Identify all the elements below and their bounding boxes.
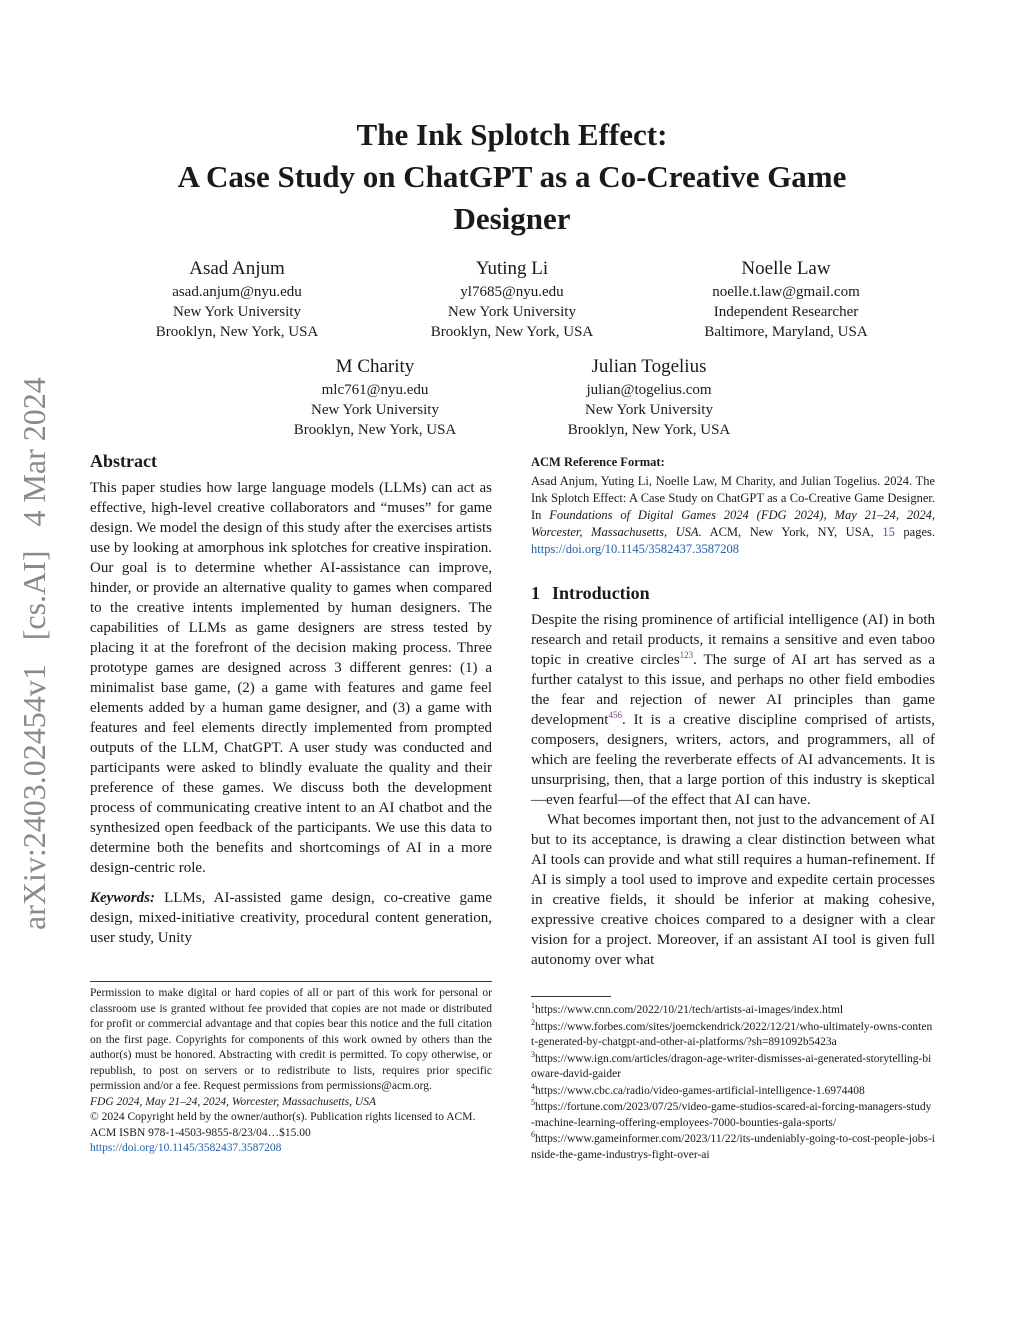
conference-venue: FDG 2024, May 21–24, 2024, Worcester, Massachusetts, USA: [90, 1095, 376, 1108]
arxiv-identifier: [16, 377, 56, 930]
permission-notice: [90, 981, 492, 1157]
acm-reference-text: [531, 473, 935, 558]
author-email: yl7685@nyu.edu: [460, 284, 564, 300]
acm-ref-pages-word: pages.: [894, 525, 936, 539]
right-column: [531, 455, 935, 970]
footnote-number: 6: [531, 1130, 535, 1140]
footnote-number: 2: [531, 1017, 535, 1027]
acm-ref-venue: Foundations of Digital Games 2024 (FDG 2024), May 21–24, 2024, Worcester, Massachusetts, USA.: [531, 508, 935, 539]
title-line-3: Designer: [453, 201, 571, 236]
abstract-heading: Abstract: [90, 451, 157, 471]
intro-paragraph-1: [531, 610, 935, 810]
author-affiliation: New York University: [311, 402, 439, 418]
author-email: asad.anjum@nyu.edu: [172, 284, 302, 300]
author-name: M Charity: [335, 356, 415, 377]
acm-ref-publisher: ACM, New York, NY, USA,: [701, 525, 883, 539]
author-affiliation: Independent Researcher: [713, 304, 859, 320]
intro-p1-part-a: Despite the rising prominence of artificial intelligence (AI) in both research and retail products, it remains a sensitive and even taboo topic in creative circles: [531, 612, 935, 668]
author-email: mlc761@nyu.edu: [321, 382, 429, 398]
permission-divider: [90, 981, 492, 982]
footnote: [531, 1003, 935, 1019]
acm-ref-doi-link[interactable]: https://doi.org/10.1145/3582437.3587208: [531, 542, 739, 556]
author-affiliation: New York University: [585, 402, 713, 418]
acm-ref-pages-link[interactable]: 15: [882, 525, 895, 539]
intro-p1-part-c: . It is a creative discipline comprised of artists, composers, designers, writers, actors, and programmers, all of which are feeling the reverberate effects of AI advancements. It is unsurprising, then, that a large portion of this industry is skeptical—even fearful—of the effect that AI can have.: [531, 712, 935, 808]
permission-text: Permission to make digital or hard copies of all or part of this work for personal or classroom use is granted without fee provided that copies are not made or distributed for profit or commercial advantage and that copies bear this notice and the full citation on the first page. Copyrights for components of this work owned by others than the author(s) must be honored. Abstracting with credit is permitted. To copy otherwise, or republish, to post on servers or to redistribute to lists, requires prior specific permission and/or a fee. Request permissions from permissions@acm.org.: [90, 987, 492, 1092]
introduction-section: [531, 582, 935, 970]
title-line-2: A Case Study on ChatGPT as a Co-Creative Game: [177, 159, 847, 194]
footnotes: [531, 996, 935, 1164]
footnote: [531, 1017, 935, 1051]
author-affiliation: New York University: [173, 304, 301, 320]
author-name: Noelle Law: [741, 258, 831, 279]
title-line-1: The Ink Splotch Effect:: [356, 117, 668, 152]
abstract-text: This paper studies how large language models (LLMs) can act as effective, high-level creative collaborators and “muses” for game design. We model the design of this study after the exercises artists use by looking at amorphous ink splotches for creative inspiration. Our goal is to determine whether AI-assistance can improve, hinder, or provide an alternative quality to games when compared to the creative intents implemented by human designers. The capabilities of LLMs as game designers are stress tested by placing it at the forefront of the decision making process. Three prototype games are designed across 3 different genres: (1) a minimalist base game, (2) a game with features and game feel elements added by a human game designer, and (3) a game with features and feel elements directly implemented from prompted outputs of the LLM, ChatGPT. A user study was conducted and participants were asked to blindly evaluate the quality and their preference of these games. We discuss both the development process of communicating creative intent to an AI chatbot and the synthesized open feedback of the participants. We use this data to determine both the benefits and shortcomings of AI in a more design-centric role.: [90, 480, 492, 876]
footnote-divider: [531, 996, 611, 997]
footnote-number: 3: [531, 1049, 535, 1059]
author-location: Brooklyn, New York, USA: [567, 422, 731, 438]
doi-link[interactable]: https://doi.org/10.1145/3582437.3587208: [90, 1142, 282, 1154]
footnote-url[interactable]: https://www.gameinformer.com/2023/11/22/its-undeniably-going-to-cost-people-jobs-inside-the-game-industrys-fight-over-ai: [531, 1133, 935, 1161]
footnote-url[interactable]: https://www.cbc.ca/radio/video-games-artificial-intelligence-1.6974408: [535, 1084, 865, 1097]
footnote-url[interactable]: https://www.cnn.com/2022/10/21/tech/artists-ai-images/index.html: [535, 1004, 844, 1016]
intro-paragraph-2: What becomes important then, not just to the advancement of AI but to its acceptance, is drawing a clear distinction between what AI tools can provide and what still requires a human-refinement. If AI is simply a tool used to improve and expedite certain processes in creative fields, it should be inferior at making cohesive, expressive creative choices compared to a designer with a clear vision for a project. Moreover, if an assistant AI tool is given full autonomy over what: [531, 812, 935, 968]
footnote-url[interactable]: https://www.ign.com/articles/dragon-age-writer-dismisses-ai-generated-storytelling-bioware-david-gaider: [531, 1052, 932, 1080]
footnote: [531, 1132, 935, 1163]
footnote: [531, 1100, 935, 1131]
author-location: Brooklyn, New York, USA: [293, 422, 457, 438]
section-title: Introduction: [552, 583, 650, 603]
footnote-number: 4: [531, 1081, 535, 1091]
author-block: [656, 256, 916, 342]
author-name: Yuting Li: [475, 258, 549, 279]
footnote-url[interactable]: https://fortune.com/2023/07/25/video-game-studios-scared-ai-forcing-managers-study-machine-learning-offering-employees-7000-bounties-gala-sports/: [531, 1101, 932, 1129]
isbn: ACM ISBN 978-1-4503-9855-8/23/04…$15.00: [90, 1126, 311, 1139]
keywords: [90, 888, 492, 948]
author-name: Julian Togelius: [591, 356, 707, 377]
section-number: 1: [531, 583, 540, 603]
author-name: Asad Anjum: [189, 258, 285, 279]
footnote-url[interactable]: https://www.forbes.com/sites/joemckendrick/2022/12/21/who-ultimately-owns-content-generated-by-chatgpt-and-other-ai-platforms/?sh=891092b5423a: [531, 1020, 933, 1048]
author-block: [107, 256, 367, 342]
left-column: [90, 450, 492, 948]
author-location: Brooklyn, New York, USA: [155, 324, 319, 340]
intro-p1-part-b: . The surge of AI art has served as a further catalyst to this issue, and perhaps no other field embodies the fear and rejection of newer AI principles than game development: [531, 652, 935, 728]
footnote-ref-123[interactable]: 123: [679, 650, 694, 660]
author-location: Baltimore, Maryland, USA: [704, 324, 868, 340]
copyright-notice: © 2024 Copyright held by the owner/author(s). Publication rights licensed to ACM.: [90, 1111, 476, 1123]
author-email: julian@togelius.com: [586, 382, 712, 398]
arxiv-category: [cs.AI]: [16, 550, 52, 641]
author-block: [245, 354, 505, 440]
acm-reference-heading: ACM Reference Format:: [531, 455, 665, 469]
paper-title: [110, 114, 914, 240]
keywords-label: Keywords:: [90, 890, 155, 906]
arxiv-date: 4 Mar 2024: [16, 377, 52, 527]
introduction-heading: [531, 582, 935, 604]
acm-ref-authors: Asad Anjum, Yuting Li, Noelle Law, M Charity, and Julian Togelius. 2024. The Ink Splotch Effect: A Case Study on ChatGPT as a Co-Creative Game Designer. In: [531, 474, 935, 522]
author-affiliation: New York University: [448, 304, 576, 320]
author-email: noelle.t.law@gmail.com: [712, 284, 860, 300]
keywords-text: LLMs, AI-assisted game design, co-creative game design, mixed-initiative creativity, procedural content generation, user study, Unity: [90, 890, 493, 946]
author-location: Brooklyn, New York, USA: [430, 324, 594, 340]
footnote-ref-456[interactable]: 456: [608, 710, 622, 720]
footnote: [531, 1049, 935, 1083]
author-block: [382, 256, 642, 342]
arxiv-id: arXiv:2403.02454v1: [16, 664, 52, 930]
footnote: [531, 1081, 935, 1100]
author-block: [519, 354, 779, 440]
footnote-number: 1: [531, 1001, 535, 1011]
footnote-number: 5: [531, 1098, 535, 1108]
